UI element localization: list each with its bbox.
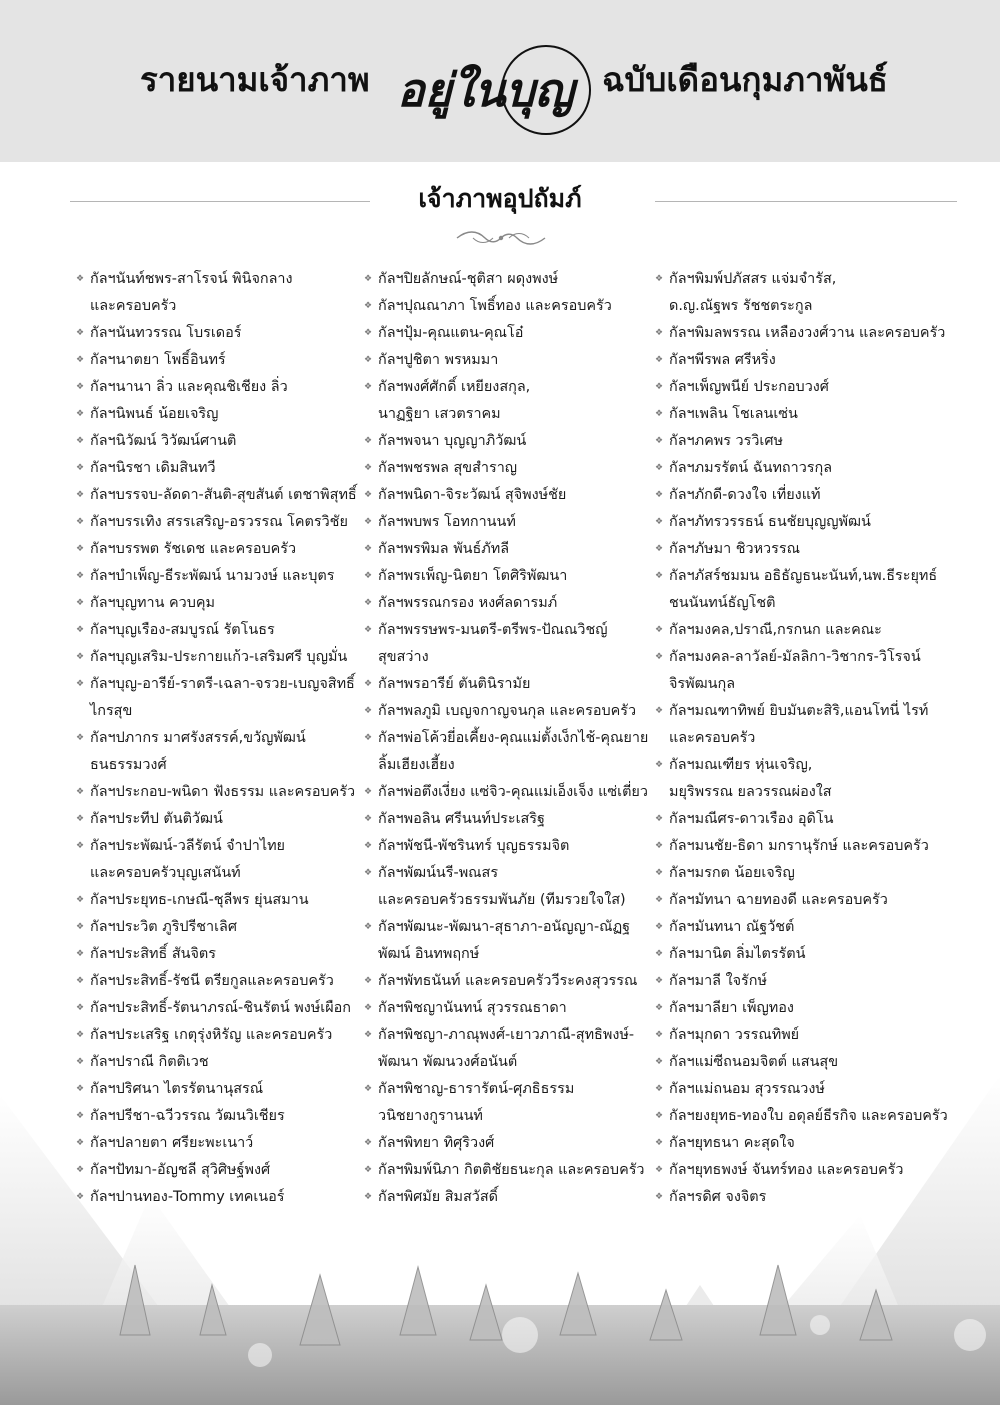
header-right-title: ฉบับเดือนกุมภาพันธ์ xyxy=(602,60,888,99)
logo xyxy=(393,40,599,140)
donor-name-line: ❖ กัลฯปภากร มาศรังสรรค์,ขวัญพัฒน์ xyxy=(90,730,306,746)
donor-list-item xyxy=(76,941,357,968)
donor-list-item xyxy=(364,833,648,860)
donor-name-line: ❖ กัลฯเพลิน โชเลนเซ่น xyxy=(669,406,798,422)
donor-name-line: ❖ กัลฯประทีป ตันติวัฒน์ xyxy=(90,811,223,827)
donor-name-line: ❖ กัลฯมุกดา วรรณทิพย์ xyxy=(669,1027,800,1043)
donor-name-line: จิรพัฒนกุล xyxy=(669,676,736,692)
donor-list-item xyxy=(364,1157,648,1184)
donor-name-line: และครอบครัวธรรมพันภัย (ทีมรวยใจใส) xyxy=(378,892,626,908)
donor-list-item xyxy=(364,779,648,806)
donor-list-item xyxy=(76,779,357,806)
donor-list-item xyxy=(76,1157,357,1184)
donor-name-line: ❖ กัลฯแม่ซีถนอมจิตต์ แสนสุข xyxy=(669,1054,839,1070)
donor-list-item xyxy=(76,725,357,779)
donor-name-line: ❖ กัลฯบุญเรือง-สมบูรณ์ รัตโนธร xyxy=(90,622,275,638)
donor-list-item xyxy=(76,509,357,536)
logo-text: อยู่ในบุญ xyxy=(397,63,574,117)
donor-list-item xyxy=(76,374,357,401)
donor-list-item xyxy=(76,671,357,725)
donor-name-line: ❖ กัลฯนันทวรรณ โบรเดอร์ xyxy=(90,325,242,341)
donor-list-item xyxy=(655,563,948,617)
donor-name-line: ธนธรรมวงศ์ xyxy=(90,757,167,773)
donor-column-3 xyxy=(655,266,948,1211)
donor-name-line: ❖ กัลฯบรรจบ-ลัดดา-สันติ-สุขสันต์ เตชาพิสุทธิ์ xyxy=(90,487,357,503)
donor-name-line: ❖ กัลฯพรพิมล พันธ์ภัทลี xyxy=(378,541,510,557)
donor-name-line: ❖ กัลฯพบพร โอทกานนท์ xyxy=(378,514,516,530)
donor-name-line: ❖ กัลฯมาลียา เพ็ญทอง xyxy=(669,1000,794,1016)
donor-name-line: ❖ กัลฯพนิดา-จิระวัฒน์ สุจิพงษ์ชัย xyxy=(378,487,567,503)
donor-name-line: ❖ กัลฯประยุทธ-เกษณี-ชุลีพร ยุ่นสมาน xyxy=(90,892,309,908)
donor-name-line: ❖ กัลฯประพัฒน์-วลีรัตน์ จำปาไทย xyxy=(90,838,285,854)
donor-name-line: ❖ กัลฯภัษมา ชิวหวรรณ xyxy=(669,541,800,557)
donor-name-line: ❖ กัลฯปุณณาภา โพธิ์ทอง และครอบครัว xyxy=(378,298,612,314)
donor-list-item xyxy=(655,914,948,941)
donor-name-line: ❖ กัลฯพัฒนะ-พัฒนา-สุธาภา-อนัญญา-ณัฏฐ xyxy=(378,919,631,935)
donor-list-item xyxy=(655,401,948,428)
donor-list-item xyxy=(76,428,357,455)
donor-name-line: ❖ กัลฯนิรชา เดิมสินทวี xyxy=(90,460,216,476)
donor-list-item xyxy=(76,455,357,482)
donor-list-item xyxy=(364,563,648,590)
donor-name-line: ❖ กัลฯภัทรวรรธน์ ธนชัยบุญญพัฒน์ xyxy=(669,514,871,530)
donor-name-line: ❖ กัลฯบรรเทิง สรรเสริญ-อรวรรณ โคตรวิชัย xyxy=(90,514,348,530)
donor-list-item xyxy=(364,509,648,536)
donor-list-item xyxy=(364,455,648,482)
donor-list-item xyxy=(76,617,357,644)
donor-name-line: ❖ กัลฯปัทมา-อัญชลี สุวิศิษฐ์พงศ์ xyxy=(90,1162,271,1178)
donor-name-line: ❖ กัลฯประสิทธิ์-รัชนี ตรียกูลและครอบครัว xyxy=(90,973,334,989)
donor-name-line: ❖ กัลฯภัสร์ชมมน อธิธัญธนะนันท์,นพ.ธีระยุทธ์ xyxy=(669,568,938,584)
donor-list-item xyxy=(655,428,948,455)
donor-name-line: ❖ กัลฯปลายตา ศรียะพะเนาว์ xyxy=(90,1135,254,1151)
donor-name-line: ❖ กัลฯปรีชา-ฉวีวรรณ วัฒนวิเชียร xyxy=(90,1108,285,1124)
donor-list-item xyxy=(364,293,648,320)
donor-column-1 xyxy=(76,266,357,1211)
donor-name-line: ❖ กัลฯพิทยา ทิศุริวงศ์ xyxy=(378,1135,495,1151)
donor-list-item xyxy=(364,968,648,995)
donor-list-item xyxy=(364,1184,648,1211)
donor-list-item xyxy=(76,887,357,914)
donor-name-line: ❖ กัลฯพิมลพรรณ เหลืองวงศ์วาน และครอบครัว xyxy=(669,325,946,341)
donor-name-line: ❖ กัลฯพีรพล ศรีหริ่ง xyxy=(669,352,776,368)
donor-name-line: ❖ กัลฯนิวัฒน์ วิวัฒน์ศานติ xyxy=(90,433,237,449)
donor-list-item xyxy=(364,347,648,374)
donor-list-item xyxy=(655,374,948,401)
donor-list-item xyxy=(76,320,357,347)
donor-name-line: ❖ กัลฯพิชญา-ภาณุพงศ์-เยาวภาณี-สุทธิพงษ์- xyxy=(378,1027,635,1043)
donor-name-line: ❖ กัลฯนิพนธ์ น้อยเจริญ xyxy=(90,406,219,422)
donor-list-item xyxy=(364,725,648,779)
donor-list-item xyxy=(76,968,357,995)
donor-list-item xyxy=(655,320,948,347)
donor-list-item xyxy=(76,644,357,671)
donor-list-item xyxy=(364,1076,648,1130)
ornament-flourish xyxy=(455,228,547,248)
donor-name-line: ❖ กัลฯบุญทาน ควบคุม xyxy=(90,595,215,611)
donor-name-line: ❖ กัลฯรดิศ จงจิตร xyxy=(669,1189,767,1205)
donor-list-item xyxy=(655,266,948,320)
donor-name-line: ❖ กัลฯปูชิตา พรหมมา xyxy=(378,352,499,368)
donor-list-item xyxy=(76,347,357,374)
donor-name-line: ❖ กัลฯปุ้ม-คุณแตน-คุณโอ๋ xyxy=(378,325,524,341)
donor-name-line: ❖ กัลฯพิมพ์นิภา กิตติชัยธนะกุล และครอบครัว xyxy=(378,1162,645,1178)
donor-name-line: ❖ กัลฯมรกต น้อยเจริญ xyxy=(669,865,795,881)
donor-name-line: ❖ กัลฯแม่ถนอม สุวรรณวงษ์ xyxy=(669,1081,825,1097)
donor-name-line: นาฏฐิยา เสวตราคม xyxy=(378,406,501,422)
donor-list-item xyxy=(655,833,948,860)
donor-name-line: พัฒน์ อินทพฤกษ์ xyxy=(378,946,480,962)
donor-name-line: ❖ กัลฯพลภูมิ เบญจกาญจนกุล และครอบครัว xyxy=(378,703,637,719)
donor-list-item xyxy=(655,995,948,1022)
donor-list-item xyxy=(364,374,648,428)
donor-list-item xyxy=(76,833,357,887)
donor-name-line: ❖ กัลฯพัฒน์นรี-พณสร xyxy=(378,865,499,881)
donor-name-line: ❖ กัลฯพัทธนันท์ และครอบครัววีระคงสุวรรณ xyxy=(378,973,638,989)
donor-name-line: วนิชยางกูรานนท์ xyxy=(378,1108,483,1124)
donor-name-line: ❖ กัลฯมันทนา ณัฐวัชต์ xyxy=(669,919,795,935)
donor-list-item xyxy=(655,887,948,914)
donor-list-item xyxy=(655,1049,948,1076)
donor-list-item xyxy=(655,1076,948,1103)
donor-list-item xyxy=(655,806,948,833)
donor-name-line: ❖ กัลฯพงศ์ศักดิ์ เหยียงสกุล, xyxy=(378,379,531,395)
donor-name-line: ❖ กัลฯพิศมัย สิมสวัสดิ์ xyxy=(378,1189,498,1205)
donor-list-item xyxy=(655,482,948,509)
donor-name-line: และครอบครัวบุญเสนันท์ xyxy=(90,865,241,881)
donor-name-line: ❖ กัลฯมงคล,ปราณี,กรกนก และคณะ xyxy=(669,622,882,638)
donor-list-item xyxy=(364,617,648,671)
donor-list-item xyxy=(364,428,648,455)
donor-name-line: ❖ กัลฯปานทอง-Tommy เทคเนอร์ xyxy=(90,1189,285,1205)
donor-name-line: ❖ กัลฯนานา ลิ่ว และคุณชิเชียง ลิ่ว xyxy=(90,379,288,395)
donor-list-item xyxy=(364,914,648,968)
donor-name-line: ❖ กัลฯพรอารีย์ ตันตินิรามัย xyxy=(378,676,531,692)
donor-list-item xyxy=(76,1022,357,1049)
donor-list-item xyxy=(76,401,357,428)
donor-name-line: ❖ กัลฯมงคล-ลาวัลย์-มัลลิกา-วิชากร-วิโรจน์ xyxy=(669,649,921,665)
donor-name-line: ❖ กัลฯพิชาญ-ธารารัตน์-ศุภธิธรรม xyxy=(378,1081,575,1097)
donor-name-line: ❖ กัลฯมานิต ลิ่มไตรรัตน์ xyxy=(669,946,806,962)
donor-name-line: ❖ กัลฯพัชนี-พัชรินทร์ บุญธรรมจิต xyxy=(378,838,570,854)
donor-name-line: และครอบครัว xyxy=(669,730,756,746)
donor-list-item xyxy=(364,860,648,914)
donor-list-item xyxy=(655,698,948,752)
donor-list-item xyxy=(655,509,948,536)
donor-list-item xyxy=(364,482,648,509)
donor-list-item xyxy=(76,1130,357,1157)
donor-name-line: ❖ กัลฯพอลิน ศรีนนท์ประเสริฐ xyxy=(378,811,545,827)
donor-name-line: ❖ กัลฯปิยลักษณ์-ชุติสา ผดุงพงษ์ xyxy=(378,271,559,287)
donor-name-line: ❖ กัลฯประกอบ-พนิดา ฟังธรรม และครอบครัว xyxy=(90,784,356,800)
donor-name-line: ❖ กัลฯมณฑาทิพย์ ยิบมันตะสิริ,แอนโทนี่ ไรท์ xyxy=(669,703,929,719)
donor-name-line: ❖ กัลฯนันท์ชพร-สาโรจน์ พินิจกลาง xyxy=(90,271,293,287)
donor-name-line: ❖ กัลฯยุทธพงษ์ จันทร์ทอง และครอบครัว xyxy=(669,1162,904,1178)
donor-list-item xyxy=(655,617,948,644)
donor-name-line: ❖ กัลฯพรเพ็ญ-นิตยา โตศิริพัฒนา xyxy=(378,568,568,584)
donor-name-line: ❖ กัลฯมัทนา ฉายทองดี และครอบครัว xyxy=(669,892,888,908)
donor-list-item xyxy=(76,914,357,941)
donor-list-item xyxy=(655,1103,948,1130)
donor-list-item xyxy=(364,806,648,833)
donor-name-line: ❖ กัลฯบำเพ็ญ-ธีระพัฒน์ นามวงษ์ และบุตร xyxy=(90,568,335,584)
donor-list-item xyxy=(655,536,948,563)
donor-name-line: ❖ กัลฯพิชญานันทน์ สุวรรณธาดา xyxy=(378,1000,567,1016)
donor-list-item xyxy=(364,266,648,293)
donor-list-item xyxy=(364,1130,648,1157)
donor-name-line: ❖ กัลฯประสิทธิ์-รัตนาภรณ์-ชินรัตน์ พงษ์เผือก xyxy=(90,1000,351,1016)
donor-list-item xyxy=(76,1049,357,1076)
donor-name-line: ❖ กัลฯมาลี ใจรักษ์ xyxy=(669,973,767,989)
donor-list-item xyxy=(655,860,948,887)
donor-name-line: มยุริพรรณ ยลวรรณผ่องใส xyxy=(669,784,832,800)
donor-name-line: ❖ กัลฯพ่อโค้วยี่อเคี้ยง-คุณแม่ตั้งเง็กไช้-คุณยาย xyxy=(378,730,649,746)
donor-list-item xyxy=(655,941,948,968)
donor-name-line: ด.ญ.ณัฐพร รัชชตระกูล xyxy=(669,298,813,314)
donor-list-item xyxy=(364,536,648,563)
donor-name-line: ❖ กัลฯปริศนา ไตรรัตนานุสรณ์ xyxy=(90,1081,264,1097)
donor-name-line: ❖ กัลฯบุญเสริม-ประกายแก้ว-เสริมศรี บุญมั่น xyxy=(90,649,348,665)
donor-list-item xyxy=(76,995,357,1022)
donor-name-line: ❖ กัลฯพชรพล สุขสำราญ xyxy=(378,460,518,476)
donor-list-item xyxy=(364,1022,648,1076)
donor-name-line: ❖ กัลฯบรรพต รัชเดช และครอบครัว xyxy=(90,541,297,557)
donor-name-line: ❖ กัลฯประวิต ภูริปรีชาเลิศ xyxy=(90,919,238,935)
donor-list-item xyxy=(364,995,648,1022)
donor-name-line: ❖ กัลฯมณีศร-ดาวเรือง อุดิโน xyxy=(669,811,834,827)
header-left-title: รายนามเจ้าภาพ xyxy=(140,60,370,99)
donor-list-item xyxy=(76,266,357,320)
donor-list-item xyxy=(76,590,357,617)
donor-name-line: ❖ กัลฯพรรณกรอง หงศ์ลดารมภ์ xyxy=(378,595,558,611)
donor-name-line: ❖ กัลฯประสิทธิ์ สันจิตร xyxy=(90,946,216,962)
donor-name-line: ❖ กัลฯปราณี กิตติเวช xyxy=(90,1054,209,1070)
donor-name-line: ❖ กัลฯภักดี-ดวงใจ เที่ยงแท้ xyxy=(669,487,821,503)
donor-name-line: ❖ กัลฯพิมพ์ปภัสสร แจ่มจำรัส, xyxy=(669,271,837,287)
donor-name-line: ชนนันทน์ธัญโชติ xyxy=(669,595,776,611)
donor-list-item xyxy=(364,671,648,698)
donor-list-item xyxy=(76,536,357,563)
donor-list-item xyxy=(76,1103,357,1130)
donor-list-item xyxy=(76,482,357,509)
donor-name-line: ❖ กัลฯเพ็ญพนีย์ ประกอบวงศ์ xyxy=(669,379,829,395)
donor-list-item xyxy=(76,1076,357,1103)
donor-list-item xyxy=(655,1022,948,1049)
donor-list-item xyxy=(364,698,648,725)
donor-name-line: ไกรสุข xyxy=(90,703,133,719)
donor-list-item xyxy=(655,1130,948,1157)
donor-list-item xyxy=(655,752,948,806)
donor-list-item xyxy=(655,455,948,482)
donor-name-line: พัฒนา พัฒนวงศ์อนันต์ xyxy=(378,1054,518,1070)
donor-name-line: และครอบครัว xyxy=(90,298,177,314)
donor-list-item xyxy=(655,644,948,698)
section-title: เจ้าภาพอุปถัมภ์ xyxy=(418,184,582,213)
donor-list-item xyxy=(76,1184,357,1211)
title-rule-right xyxy=(655,201,957,202)
donor-name-line: ❖ กัลฯพจนา บุญญาภิวัฒน์ xyxy=(378,433,527,449)
donor-name-line: ลิ้มเฮียงเฮี้ยง xyxy=(378,757,455,773)
donor-list-item xyxy=(655,968,948,995)
donor-name-line: ❖ กัลฯภคพร วรวิเศษ xyxy=(669,433,783,449)
donor-name-line: ❖ กัลฯยงยุทธ-ทองใบ อดุลย์ธีรกิจ และครอบครัว xyxy=(669,1108,948,1124)
donor-name-line: ❖ กัลฯภมรรัตน์ ฉันทถาวรกุล xyxy=(669,460,833,476)
donor-name-line: ❖ กัลฯประเสริฐ เกตุรุ่งหิรัญ และครอบครัว xyxy=(90,1027,333,1043)
donor-name-line: ❖ กัลฯนาตยา โพธิ์อินทร์ xyxy=(90,352,226,368)
donor-list-item xyxy=(364,590,648,617)
donor-name-line: ❖ กัลฯยุทธนา คะสุดใจ xyxy=(669,1135,795,1151)
donor-name-line: สุขสว่าง xyxy=(378,649,429,665)
donor-name-line: ❖ กัลฯมณเฑียร หุ่นเจริญ, xyxy=(669,757,813,773)
donor-name-line: ❖ กัลฯบุญ-อารีย์-ราตรี-เฉลา-จรวย-เบญจสิทธิ์ xyxy=(90,676,355,692)
donor-list-item xyxy=(76,806,357,833)
donor-list-item xyxy=(655,1157,948,1184)
donor-list-item xyxy=(655,347,948,374)
donor-name-line: ❖ กัลฯพ่อตึงเงี่ยง แซ่จิว-คุณแม่เอ็งเจ็ง แซ่เตี่ยว xyxy=(378,784,648,800)
donor-list-item xyxy=(655,1184,948,1211)
donor-column-2 xyxy=(364,266,648,1211)
donor-list-item xyxy=(76,563,357,590)
donor-name-line: ❖ กัลฯพรรษพร-มนตรี-ตรีพร-ปัณณวิชญ์ xyxy=(378,622,608,638)
donor-list-item xyxy=(364,320,648,347)
donor-name-line: ❖ กัลฯมนชัย-ธิดา มกรานุรักษ์ และครอบครัว xyxy=(669,838,929,854)
